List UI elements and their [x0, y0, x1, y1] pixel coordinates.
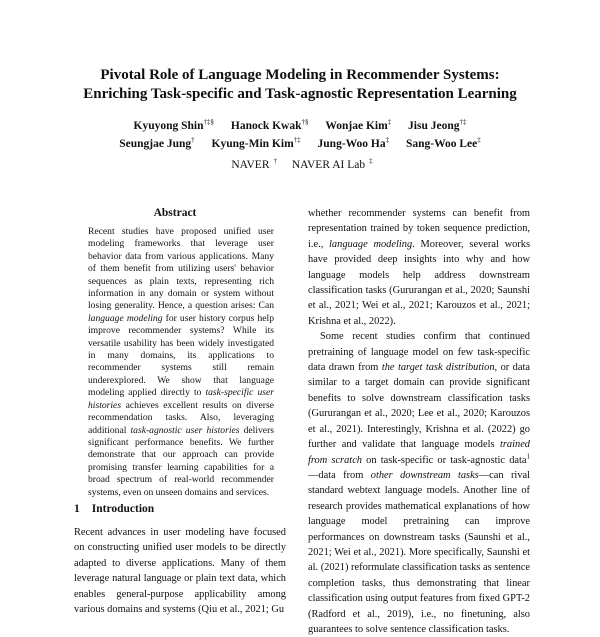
author: Wonjae Kim‡	[325, 118, 392, 132]
author: Hanock Kwak†§	[230, 118, 309, 132]
author: Seungjae Jung†	[119, 136, 195, 150]
author: Kyuyong Shin†‡§	[133, 118, 214, 132]
section-heading-introduction	[74, 503, 284, 515]
author-row-1	[40, 117, 560, 135]
title-line-2: Enriching Task-specific and Task-agnostic Representation Learning	[83, 86, 517, 102]
title-line-1: Pivotal Role of Language Modeling in Recommender Systems:	[100, 67, 500, 83]
author: Jisu Jeong†‡	[408, 118, 467, 132]
author: Jung-Woo Ha‡	[317, 136, 390, 150]
abstract-heading: Abstract	[153, 207, 197, 219]
author-row-2	[40, 135, 560, 153]
affiliation: NAVER AI Lab ‡	[291, 157, 373, 171]
author: Sang-Woo Lee‡	[405, 136, 481, 150]
author: Kyung-Min Kim†‡	[211, 136, 301, 150]
section-title: Introduction	[91, 503, 155, 515]
paragraph: whether recommender systems can benefit from representation trained by token sequence prediction, i.e., language modeling. Moreover, several works have provided deep insights into why and how language models help address downstream classification tasks (Gururangan et al., 2020; Saunshi et al., 2021; Wei et al., 2021; Karouzos et al., 2021; Krishna et al., 2022).	[308, 208, 530, 327]
affiliation: NAVER †	[231, 157, 277, 171]
affiliations	[40, 159, 560, 171]
paragraph: Some recent studies confirm that continued pretraining of language model on few task-specific data drawn from the target task distribution, or data similar to a target domain can provide significant benefits to solve downstream classification tasks (Gururangan et al., 2020; Lee et al., 2020; Karouzos et al., 2021). Interestingly, Krishna et al. (2022) go further and validate that language models trained from scratch on task-specific or task-agnostic data$^1$—data from other downstream tasks—can rival standard webtext language models. Another line of research provides mathematical explanations of how language model pretraining can improve performances on downstream tasks (Saunshi et al., 2021; Wei et al., 2021). More specifically, Saunshi et al. (2021) reformulate classification tasks as sentence completion tasks, thus demonstrating that linear classification using output features from fixed GPT-2 (Radford et al., 2019), i.e., no finetuning, also guarantees to solve sentence classification tasks.	[308, 331, 531, 635]
paper-title	[40, 66, 560, 104]
right-column	[308, 206, 530, 637]
footnote-marker: 1	[526, 452, 530, 461]
introduction-text: Recent advances in user modeling have focused on constructing unified user models to be directly adapted to diverse applications. Many of them leverage natural language or plain text data, which enables general-purpose applicability among various domains and systems (Qiu et al., 2021; Gu	[74, 527, 286, 616]
author-list	[40, 117, 560, 153]
abstract-body: Recent studies have proposed unified user modeling frameworks that leverage user behavior data from various applications. Many of them benefit from utilizing users' behavior sequences as plain texts, representing rich information in any domain or system without losing generality. Hence, a question arises: Can language modeling for user history corpus help improve recommender systems? While its versatile usability has been widely investigated in many domains, its applications to recommender systems still remain underexplored. We show that language modeling applied directly to task-specific user histories achieves excellent results on diverse recommendation tasks. Also, leveraging additional task-agnostic user histories delivers significant performance benefits. We further demonstrate that our approach can provide promising transfer learning capabilities for a broad spectrum of real-world recommender systems, even on unseen domains and services.	[88, 226, 274, 498]
section-number: 1	[74, 503, 80, 515]
